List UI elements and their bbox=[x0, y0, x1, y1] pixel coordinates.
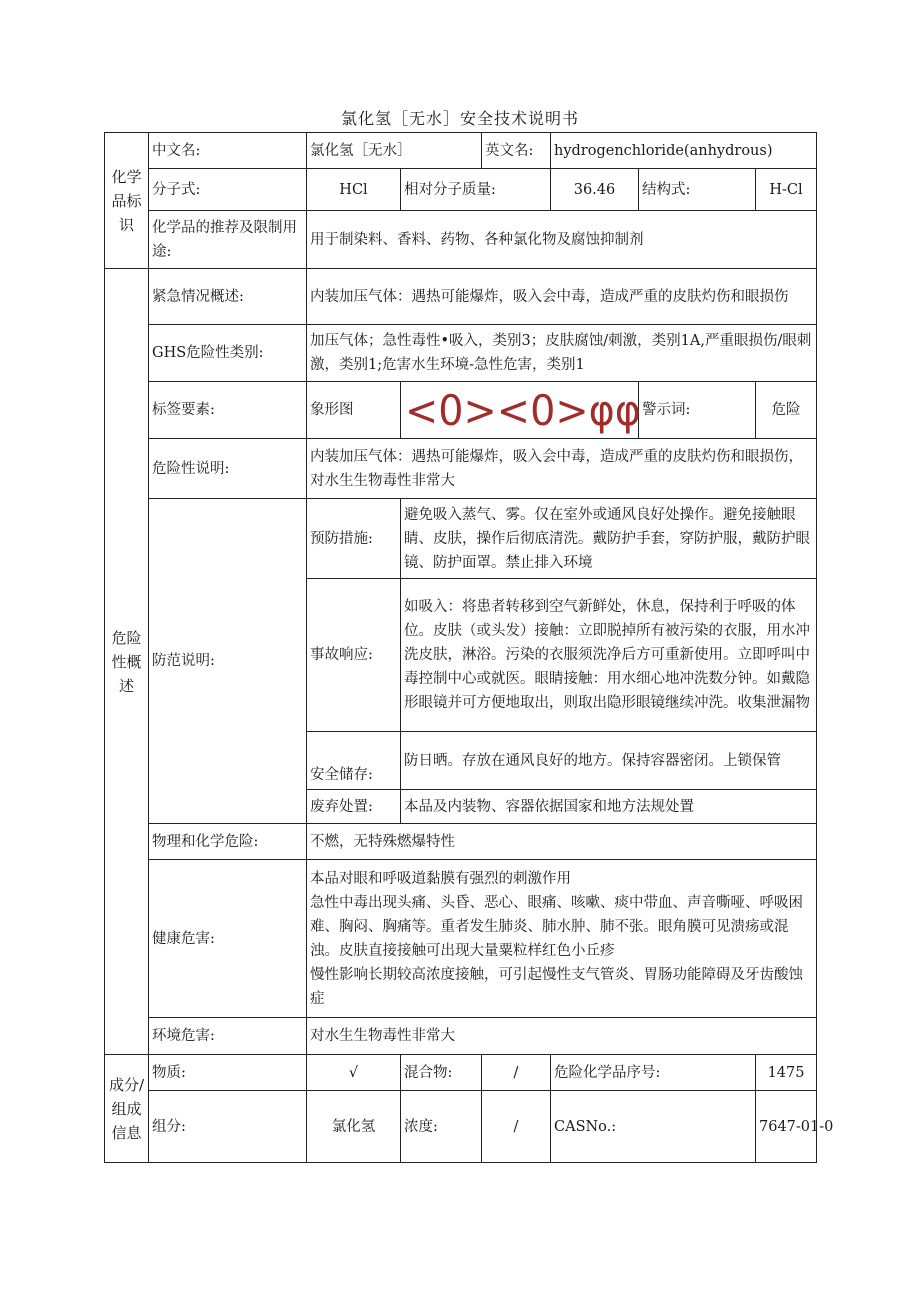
health-line-3: 慢性影响长期较高浓度接触，可引起慢性支气管炎、胃肠功能障碍及牙齿酸蚀症 bbox=[310, 966, 803, 1007]
component-label: 组分: bbox=[149, 1091, 307, 1163]
en-name-value: hydrogenchloride(anhydrous) bbox=[551, 133, 817, 169]
response-label: 事故响应: bbox=[307, 579, 401, 732]
concentration-value: / bbox=[482, 1091, 551, 1163]
row-formula bbox=[105, 169, 817, 211]
use-value: 用于制染料、香料、药物、各种氯化物及腐蚀抑制剂 bbox=[307, 211, 817, 269]
ghs-label: GHS危险性类别: bbox=[149, 325, 307, 382]
document-title: 氯化氢［无水］安全技术说明书 bbox=[340, 109, 579, 128]
cas-value: 7647-01-0 bbox=[756, 1091, 817, 1163]
section-hazards: 危险性概述 bbox=[105, 269, 149, 1055]
row-names bbox=[105, 133, 817, 169]
signal-word-value: 危险 bbox=[756, 382, 817, 439]
en-name-label: 英文名: bbox=[482, 133, 551, 169]
row-hazard-statement bbox=[105, 439, 817, 499]
prevention-label: 预防措施: bbox=[307, 499, 401, 579]
health-label: 健康危害: bbox=[149, 860, 307, 1018]
row-prevention bbox=[105, 499, 817, 579]
pictogram-glyphs: <0><0>φφ bbox=[405, 386, 641, 435]
storage-value: 防日晒。存放在通风良好的地方。保持容器密闭。上锁保管 bbox=[401, 732, 817, 790]
emergency-label: 紧急情况概述: bbox=[149, 269, 307, 325]
formula-label: 分子式: bbox=[149, 169, 307, 211]
hazard-statement-value: 内装加压气体：遇热可能爆炸，吸入会中毒，造成严重的皮肤灼伤和眼损伤，对水生生物毒性非常大 bbox=[307, 439, 817, 499]
response-value: 如吸入：将患者转移到空气新鲜处，休息，保持利于呼吸的体位。皮肤（或头发）接触：立即脱掉所有被污染的衣服，用水冲洗皮肤，淋浴。污染的衣服须洗净后方可重新使用。立即呼叫中毒控制中心或就医。眼睛接触：用水细心地冲洗数分钟。如戴隐形眼镜并可方便地取出，则取出隐形眼镜继续冲洗。收集泄漏物 bbox=[401, 579, 817, 732]
substance-label: 物质: bbox=[149, 1055, 307, 1091]
sds-table bbox=[104, 132, 834, 1163]
emergency-value: 内装加压气体：遇热可能爆炸，吸入会中毒，造成严重的皮肤灼伤和眼损伤 bbox=[307, 269, 817, 325]
label-elements-label: 标签要素: bbox=[149, 382, 307, 439]
concentration-label: 浓度: bbox=[401, 1091, 482, 1163]
row-health bbox=[105, 860, 817, 1018]
prevention-value: 避免吸入蒸气、雾。仅在室外或通风良好处操作。避免接触眼睛、皮肤，操作后彻底清洗。戴防护手套，穿防护服，戴防护眼镜、防护面罩。禁止排入环境 bbox=[401, 499, 817, 579]
row-use bbox=[105, 211, 817, 269]
mixture-label: 混合物: bbox=[401, 1055, 482, 1091]
mixture-mark: / bbox=[482, 1055, 551, 1091]
row-ghs bbox=[105, 325, 817, 382]
cas-label: CASNo.: bbox=[551, 1091, 756, 1163]
row-label-elements bbox=[105, 382, 817, 439]
health-value bbox=[307, 860, 817, 1018]
use-label: 化学品的推荐及限制用途: bbox=[149, 211, 307, 269]
pictogram-image bbox=[401, 385, 645, 435]
pictogram-label: 象形图 bbox=[307, 382, 401, 439]
ghs-value: 加压气体；急性毒性•吸入，类别3；皮肤腐蚀/刺激，类别1A,严重眼损伤/眼刺激，类别1;危害水生环境-急性危害，类别1 bbox=[307, 325, 817, 382]
cn-name-value: 氯化氢［无水］ bbox=[307, 133, 482, 169]
row-emergency bbox=[105, 269, 817, 325]
structure-label: 结构式: bbox=[639, 169, 756, 211]
health-line-1: 本品对眼和呼吸道黏膜有强烈的刺激作用 bbox=[310, 870, 571, 887]
precaution-label: 防范说明: bbox=[149, 499, 307, 824]
component-value: 氯化氢 bbox=[307, 1091, 401, 1163]
health-line-2: 急性中毒出现头痛、头昏、恶心、眼痛、咳嗽、痰中带血、声音嘶哑、呼吸困难、胸闷、胸痛等。重者发生肺炎、肺水肿、肺不张。眼角膜可见溃疡或混浊。皮肤直接接触可出现大量粟粒样红色小丘疹 bbox=[310, 894, 803, 959]
physchem-label: 物理和化学危险: bbox=[149, 824, 307, 860]
cn-name-label: 中文名: bbox=[149, 133, 307, 169]
row-physchem bbox=[105, 824, 817, 860]
hazard-statement-label: 危险性说明: bbox=[149, 439, 307, 499]
row-component bbox=[105, 1091, 817, 1163]
substance-mark: √ bbox=[307, 1055, 401, 1091]
hazchem-no-value: 1475 bbox=[756, 1055, 817, 1091]
disposal-label: 废弃处置: bbox=[307, 790, 401, 824]
mw-label: 相对分子质量: bbox=[401, 169, 551, 211]
section-identification: 化学品标识 bbox=[105, 133, 149, 269]
row-substance bbox=[105, 1055, 817, 1091]
env-label: 环境危害: bbox=[149, 1018, 307, 1055]
formula-value: HCl bbox=[307, 169, 401, 211]
hazchem-no-label: 危险化学品序号: bbox=[551, 1055, 756, 1091]
row-env bbox=[105, 1018, 817, 1055]
storage-label: 安全储存: bbox=[307, 732, 401, 790]
mw-value: 36.46 bbox=[551, 169, 639, 211]
signal-word-label: 警示词: bbox=[639, 382, 756, 439]
section-composition: 成分/组成信息 bbox=[105, 1055, 149, 1163]
pictogram-cell bbox=[401, 382, 639, 439]
env-value: 对水生生物毒性非常大 bbox=[307, 1018, 817, 1055]
structure-value: H-Cl bbox=[756, 169, 817, 211]
physchem-value: 不燃，无特殊燃爆特性 bbox=[307, 824, 817, 860]
disposal-value: 本品及内装物、容器依据国家和地方法规处置 bbox=[401, 790, 817, 824]
